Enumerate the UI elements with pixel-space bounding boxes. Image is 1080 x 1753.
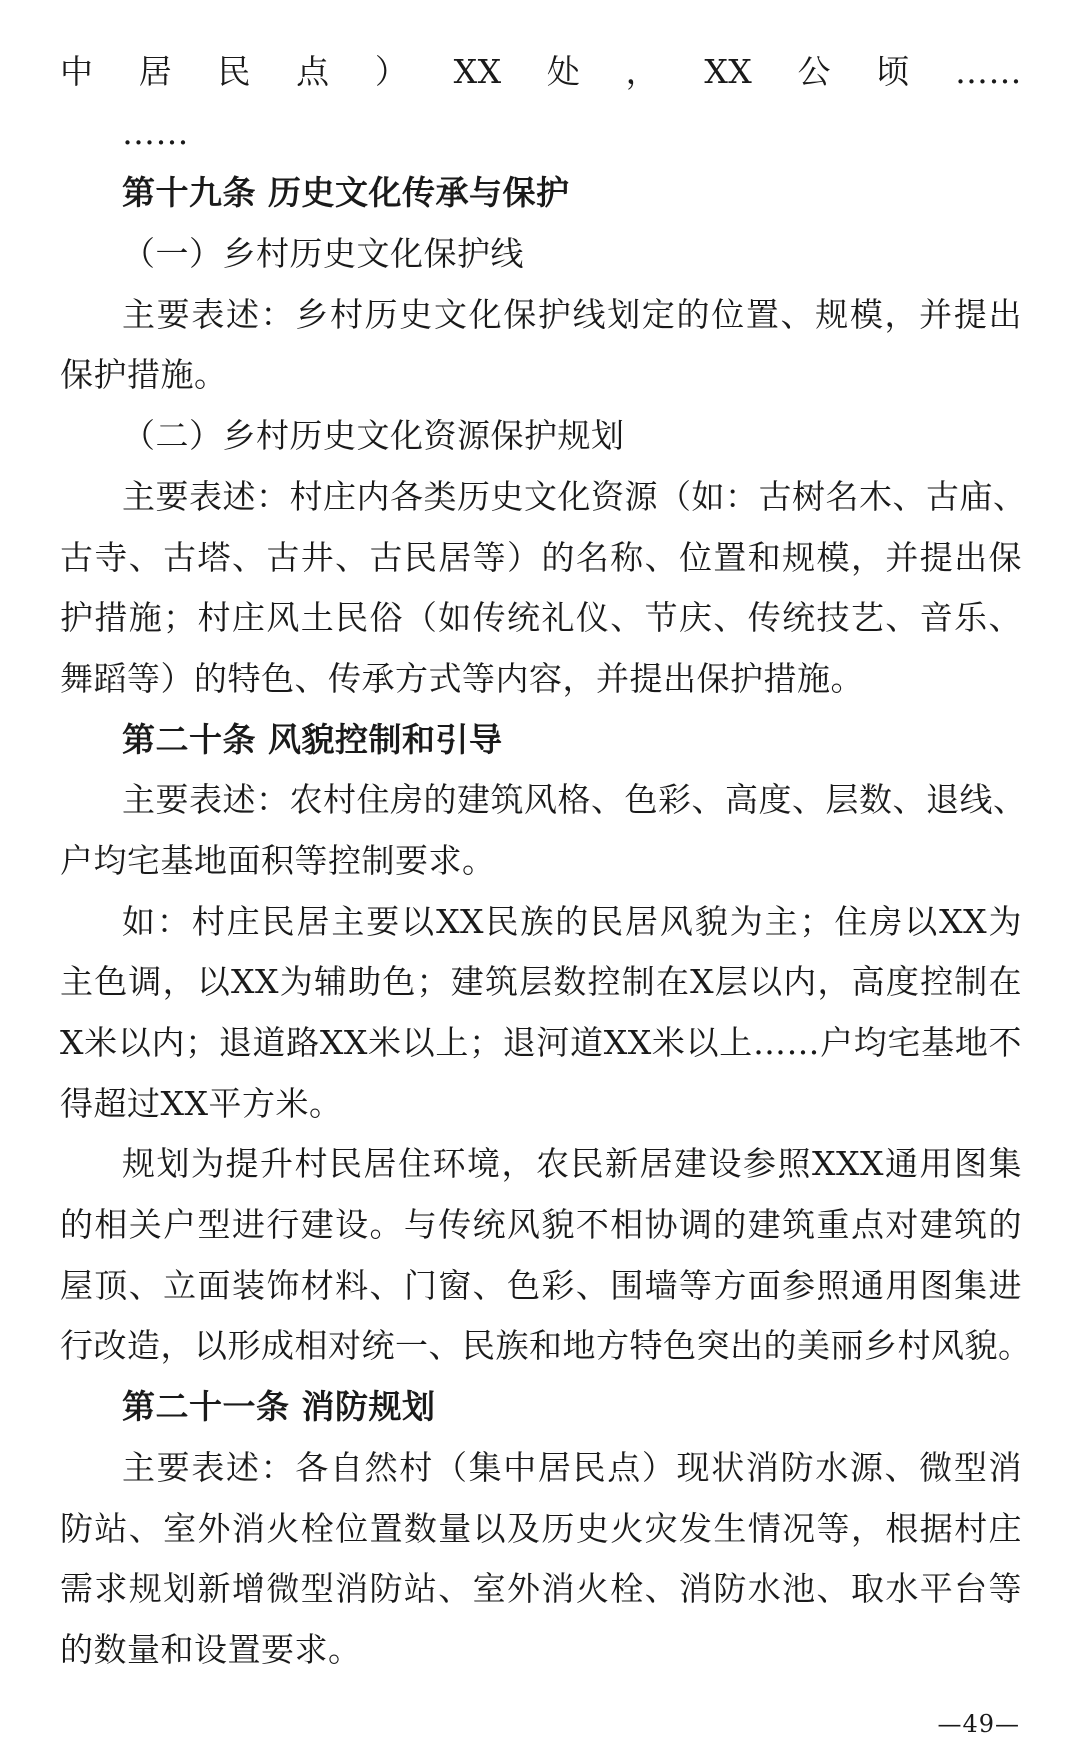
document-body xyxy=(60,42,1032,1681)
text-line: 主要表述：村庄内各类历史文化资源（如：古树名木、古庙、 xyxy=(122,476,1027,516)
text-line: 如：村庄民居主要以XX民族的民居风貌为主；住房以XX为 xyxy=(122,901,1022,941)
section-heading: 第十九条 历史文化传承与保护 xyxy=(122,173,570,213)
text-line: 规划为提升村民居住环境，农民新居建设参照XXX通用图集 xyxy=(122,1144,1022,1184)
text-line: 户均宅基地面积等控制要求。 xyxy=(60,840,496,880)
text-line: 得超过XX平方米。 xyxy=(60,1083,343,1123)
text-line: 主要表述：各自然村（集中居民点）现状消防水源、微型消 xyxy=(122,1447,1022,1487)
text-line: 屋顶、立面装饰材料、门窗、色彩、围墙等方面参照通用图集进 xyxy=(60,1265,1022,1305)
subsection-heading: （二）乡村历史文化资源保护规划 xyxy=(122,416,625,456)
text-line: 主要表述：乡村历史文化保护线划定的位置、规模，并提出 xyxy=(122,294,1022,334)
text-line: 护措施；村庄风土民俗（如传统礼仪、节庆、传统技艺、音乐、 xyxy=(60,598,1022,638)
text-line: 主色调，以XX为辅助色；建筑层数控制在X层以内，高度控制在 xyxy=(60,962,1022,1002)
text-line: 防站、室外消火栓位置数量以及历史火灾发生情况等，根据村庄 xyxy=(60,1508,1022,1548)
section-heading: 第二十条 风貌控制和引导 xyxy=(122,719,503,759)
page-number: —49— xyxy=(937,1710,1020,1738)
text-line: 需求规划新增微型消防站、室外消火栓、消防水池、取水平台等 xyxy=(60,1569,1022,1609)
text-line: 保护措施。 xyxy=(60,355,228,395)
section-heading: 第二十一条 消防规划 xyxy=(122,1387,436,1427)
text-line: …… xyxy=(122,112,189,152)
text-line: 中居民点）XX处，XX公顷…… xyxy=(60,52,1022,91)
text-line: X米以内；退道路XX米以上；退河道XX米以上……户均宅基地不 xyxy=(60,1023,1022,1062)
text-line: 舞蹈等）的特色、传承方式等内容，并提出保护措施。 xyxy=(60,658,864,698)
text-line: 行改造，以形成相对统一、民族和地方特色突出的美丽乡村风貌。 xyxy=(60,1326,1032,1366)
text-line: 的相关户型进行建设。与传统风貌不相协调的建筑重点对建筑的 xyxy=(60,1205,1022,1245)
text-line: 的数量和设置要求。 xyxy=(60,1629,362,1669)
text-line: 主要表述：农村住房的建筑风格、色彩、高度、层数、退线、 xyxy=(122,780,1027,820)
text-line: 古寺、古塔、古井、古民居等）的名称、位置和规模，并提出保 xyxy=(60,537,1022,577)
subsection-heading: （一）乡村历史文化保护线 xyxy=(122,234,524,274)
